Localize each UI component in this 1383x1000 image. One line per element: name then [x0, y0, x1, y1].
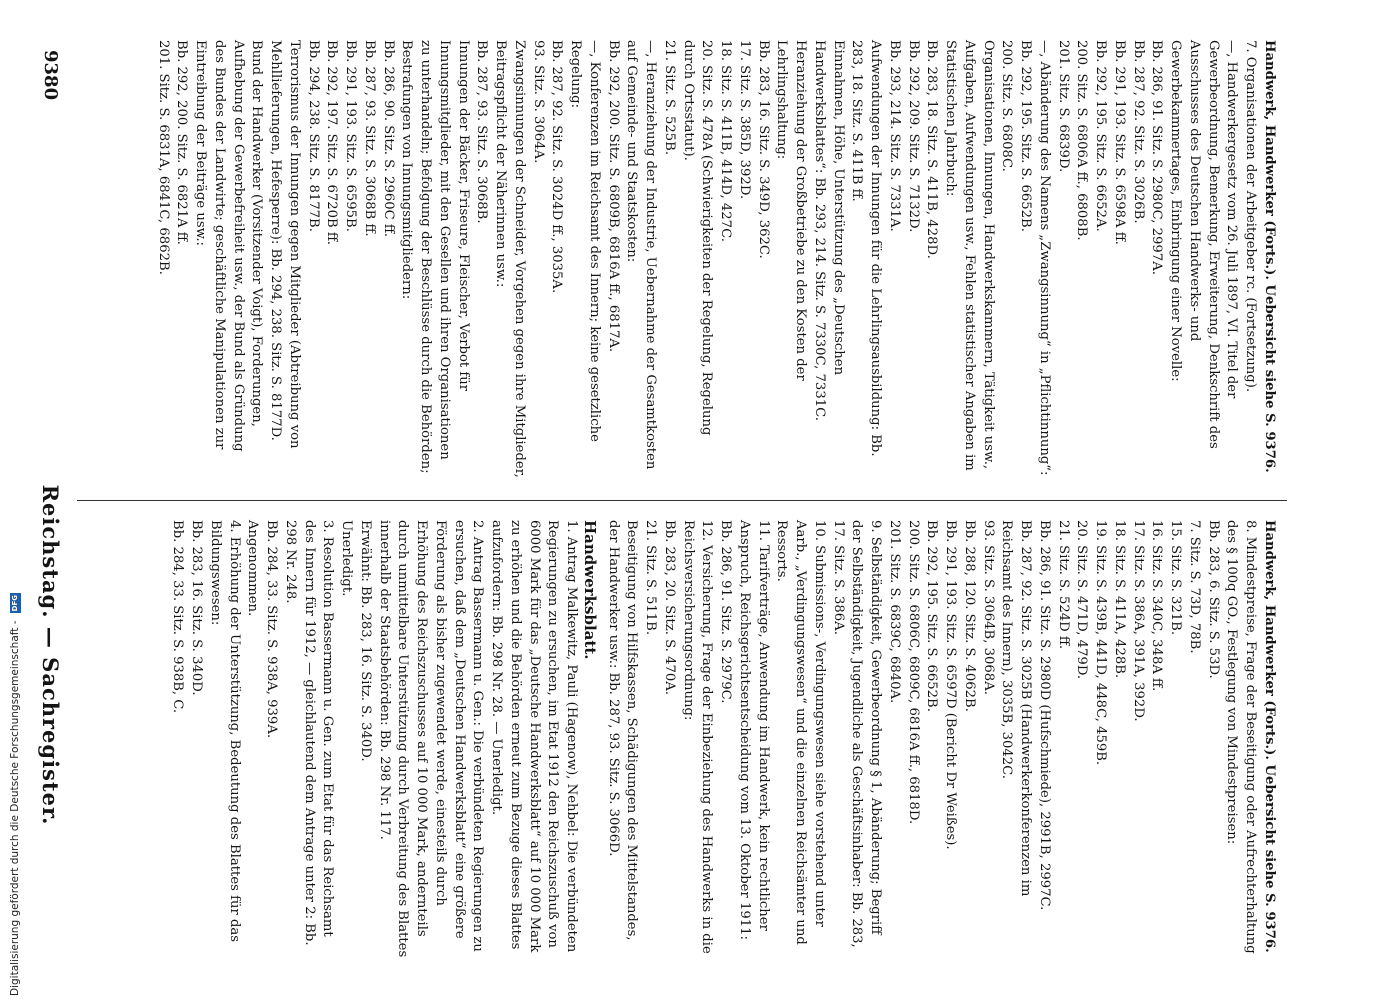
index-entry: 8. Mindestpreise, Frage der Beseitigung oder Aufrechterhaltung des § 100q GO., Festlegung von Mindestpreisen:: [1224, 520, 1259, 958]
index-entry: Bb. 291, 193. Sitz. S. 6595B.: [343, 40, 359, 232]
index-entry: 7. Sitz. S. 73D, 78B.: [1187, 520, 1202, 654]
index-entry: —, Handwerkergesetz vom 26. Juli 1897, VI. Titel der Gewerbeordnung, Bemerkung, Erweiterung, Denkschrift des Ausschusses des Deutschen Handwerks- und Gewerbekammertages, Einbringung einer Novelle:: [1168, 40, 1240, 453]
index-entry: —, Heranziehung der Industrie, Uebernahme der Gesamtkosten auf Gemeinde- und Staatskosten:: [624, 40, 659, 474]
index-entry: 200. Sitz. S. 6808C.: [999, 40, 1015, 172]
index-entry: 21. Sitz. S. 524D ff.: [1055, 520, 1071, 650]
index-entry: Bb. 286, 90. Sitz. S. 2960C ff.: [380, 40, 396, 238]
index-entry: Einnahmen, Höhe, Unterstützung des „Deutschen Handwerksblattes“: Bb. 293, 214. Sitz. S. 7330C, 7331C.: [812, 40, 846, 421]
index-entry: Bb. 287, 92. Sitz. S. 3026B.: [1130, 40, 1146, 224]
index-entry: Bb. 292, 195. Sitz. S. 6652B.: [924, 520, 940, 712]
index-entry: 10. Submissions-, Verdingungswesen siehe vorstehend unter Aarb., „Verdingungswesen“ und die einzelnen Reichsämter und Ressorts.: [774, 520, 827, 950]
index-entry: Bb. 283, 18. Sitz. S. 411B, 428D.: [924, 40, 940, 259]
page-header: [31, 50, 67, 960]
index-entry: 93. Sitz. S. 3064A.: [530, 40, 546, 164]
index-entry: Bb. 283, 6. Sitz. S. 53D.: [1205, 520, 1221, 679]
index-entry: Bb. 293, 214. Sitz. S. 7331A.: [887, 40, 902, 232]
index-entry: Terrorismus der Innungen gegen Mitglieder (Abtreibung von Mehllieferungen, Hefesperre): Bb. 294, 238. Sitz. S. 8177D.: [268, 40, 302, 453]
index-entry: 4. Erhöhung der Unterstützung, Bedeutung des Blattes für das Bildungswesen:: [208, 520, 242, 947]
index-entry: 15. Sitz. S. 321B.: [1168, 520, 1184, 636]
index-entry: 20. Sitz. S. 478A (Schwierigkeiten der Regelung, Regelung durch Ortsstatut).: [680, 40, 715, 440]
index-entry: Bb. 284, 33. Sitz. S. 938A, 939A.: [264, 520, 280, 739]
index-entry: Bund der Handwerker (Vorsitzender Voigt), Forderungen, Aufhebung der Gewerbefreiheit usw., der Bund als Gründung des Bundes der Landwirte; geschäftliche Manipulationen zur Eintreibung der Beiträge usw.:: [193, 40, 265, 456]
section-heading: Handwerksblatt.: [581, 520, 599, 660]
index-entry: 20. Sitz. S. 471D, 479D.: [1074, 520, 1090, 680]
index-entry: Erwähnt: Bb. 283, 16. Sitz. S. 340D.: [358, 520, 373, 762]
column-heading: Handwerk, Handwerker (Forts.). Uebersicht siehe S. 9376.: [1262, 40, 1277, 473]
index-entry: Bb. 292, 200. Sitz. S. 6809B, 6816A ff., 6817A.: [605, 40, 621, 353]
index-entry: Bb. 292, 197. Sitz. S. 6720B ff.: [324, 40, 340, 245]
index-entry: 17. Sitz. S. 386A, 391A, 392D.: [1130, 520, 1146, 722]
index-entry: 21. Sitz. S. 525B.: [662, 40, 677, 156]
left-column: [153, 40, 1278, 482]
index-entry: 7. Organisationen der Arbeitgeber rc. (Fortsetzung).: [1243, 40, 1259, 393]
page-number: 9380: [40, 50, 61, 101]
index-entry: 93. Sitz. S. 3064B, 3068A.: [980, 520, 996, 695]
index-entry: Bb. 288, 120. Sitz. S. 4062B.: [962, 520, 977, 712]
index-entry: 17. Sitz. S. 385D, 392D.: [737, 40, 752, 200]
index-entry: Bb. 292, 195. Sitz. S. 6652B.: [1018, 40, 1034, 232]
index-entry: 12. Versicherung, Frage der Einbeziehung des Handwerks in die Reichsversicherungsordnung:: [680, 520, 715, 958]
index-entry: Bb. 283, 16. Sitz. S. 340D.: [189, 520, 205, 696]
index-entry: Bb. 286, 91. Sitz. S. 2980C, 2997A.: [1149, 40, 1165, 275]
index-entry: —, Konferenzen im Reichsamt des Innern; keine gesetzliche Regelung:: [568, 40, 602, 447]
index-entry: 18. Sitz. S. 411B, 414D, 427C.: [718, 40, 734, 242]
index-entry: Bb. 292, 209. Sitz. S. 7132D.: [905, 40, 921, 233]
index-entry: Organisationen, Innungen, Handwerkskammern, Tätigkeit usw., Aufgaben, Aufwendungen usw., Fehlen statistischer Angaben im Statistischen Jahrbuch:: [943, 40, 996, 476]
index-entry: Bb. 294, 238. Sitz. S. 8177B.: [305, 40, 321, 232]
index-entry: Bb. 283, 16. Sitz. S. 349D, 362C.: [755, 40, 771, 259]
index-entry: 18. Sitz. S. 411A, 428B.: [1112, 520, 1127, 679]
index-entry: 201. Sitz. S. 6831A, 6841C, 6862B.: [155, 40, 171, 275]
index-entry: 200. Sitz. S. 6806C, 6809C, 6816A ff., 6818D.: [905, 520, 921, 825]
index-entry: Bb. 283, 20. Sitz. S. 470A.: [662, 520, 677, 695]
column-divider: [77, 500, 1287, 501]
dfg-logo-icon: DFG: [10, 594, 19, 612]
index-entry: Innungen der Bäcker, Friseure, Fleischer, Verbot für Innungsmitglieder, mit den Gesellen und ihren Organisationen zu unterhandeln; Befolgung der Beschlüsse durch die Behörden; Bestrafungen von Innungsmitgliedern:: [399, 40, 471, 478]
index-entry: 11. Tarifverträge, Anwendung im Handwerk, kein rechtlicher Anspruch, Reichsgerichtsentscheidung vom 13. Oktober 1911: Bb. 286, 91. Sitz. S. 2979C.: [718, 520, 771, 945]
index-entry: Bb. 287, 92. Sitz. S. 3025B (Handwerkerkonferenzen im Reichsamt des Innern), 3035B, 3042C.: [999, 520, 1034, 901]
index-entry: —, Abänderung des Namens „Zwangsinnung“ in „Pflichtinnung“:: [1037, 40, 1052, 476]
index-entry: Bb. 286, 91. Sitz. S. 2980D (Hufschmiede), 2991B, 2997C.: [1037, 520, 1052, 911]
running-title: Reichstag. — Sachregister.: [38, 484, 63, 826]
index-entry: Zwangsinnungen der Schneider, Vorgehen gegen ihre Mitglieder, Beitragspflicht der Näherinnen usw.:: [493, 40, 527, 482]
index-entry: 2. Antrag Bassermann u. Gen.: Die verbündeten Regierungen zu ersuchen, daß dem „Deutschen Handwerksblatt“ eine größere Förderung als bisher zugewendet werde, einesteils durch Erhöhung des Reichszuschusses auf 10 000 Mark, andernteils durch unmittelbare Unterstützung durch Verbreitung des Blattes innerhalb der Staatsbehörden: Bb. 298 Nr. 117.: [376, 520, 486, 962]
index-entry: 9. Selbständigkeit, Gewerbeordnung § 1, Abänderung; Begriff der Selbständigkeit, Jugendliche als Geschäftsinhaber: Bb. 283, 17. Sitz. S. 386A.: [830, 520, 884, 952]
index-entry: Bb. 287, 93. Sitz. S. 3068B.: [474, 40, 490, 224]
index-entry: Heranziehung der Großbetriebe zu den Kosten der Lehrlingshaltung:: [774, 40, 809, 385]
index-entry: 3. Resolution Bassermann u. Gen. zum Etat für das Reichsamt des Innern für 1912, — gleichlautend dem Antrage unter 2: Bb. 298 Nr. 248.: [283, 520, 336, 950]
index-entry: 16. Sitz. S. 340C, 348A ff.: [1149, 520, 1165, 692]
index-entry: 201. Sitz. S. 6839C, 6840A.: [887, 520, 902, 704]
index-entry: 200. Sitz. S. 6806A ff., 6808B.: [1074, 40, 1090, 241]
index-entry: Bb. 284, 33. Sitz. S. 938B, C.: [170, 520, 186, 714]
index-entry: 201. Sitz. S. 6839D.: [1055, 40, 1071, 173]
index-entry: Unerledigt.: [339, 520, 355, 597]
index-entry: Bb. 292, 195. Sitz. S. 6652A.: [1093, 40, 1109, 232]
index-entry: Bb. 287, 93. Sitz. S. 3068B ff.: [362, 40, 377, 237]
index-entry: Bb. 292, 200. Sitz. S. 6821A ff.: [174, 40, 190, 245]
index-entry: Bb. 291, 193. Sitz. S. 6598A ff.: [1112, 40, 1127, 245]
index-entry: Aufwendungen der Innungen für die Lehrlingsausbildung: Bb. 283, 18. Sitz. S. 411B ff.: [849, 40, 884, 461]
index-entry: Bb. 291, 193. Sitz. S. 6597D (Bericht Dr Weißes).: [943, 520, 959, 850]
index-entry: 1. Antrag Malkewitz, Pauli (Hagenow), Nehbel: Die verbündeten Regierungen zu ersuchen, im Etat 1912 den Reichszuschuß von 6000 Mark für das „Deutsche Handwerksblatt“ auf 10 000 Mark zu erhöhen und die Behörden erneut zum Bezuge dieses Blattes aufzufordern: Bb. 298 Nr. 28. — Unerledigt.: [489, 520, 580, 957]
right-column: [168, 520, 1278, 962]
digitization-credit: [6, 296, 24, 996]
index-entry: Bb. 287, 92. Sitz. S. 3024D ff., 3035A.: [549, 40, 565, 294]
credit-text: Digitalisierung gefördert durch die Deutsche Forschungsgemeinschaft -: [9, 620, 21, 996]
index-entry: Beseitigung von Hilfskassen, Schädigungen des Mittelstandes, der Handwerker usw.: Bb. 287, 93. Sitz. S. 3066D.: [605, 520, 640, 945]
index-entry: 19. Sitz. S. 439B, 441D, 448C, 459B.: [1093, 520, 1109, 766]
index-entry: 21. Sitz. S. 511B.: [643, 520, 659, 636]
index-entry: Angenommen.: [245, 520, 261, 617]
column-heading: Handwerk, Handwerker (Forts.). Uebersicht siehe S. 9376.: [1262, 520, 1277, 953]
